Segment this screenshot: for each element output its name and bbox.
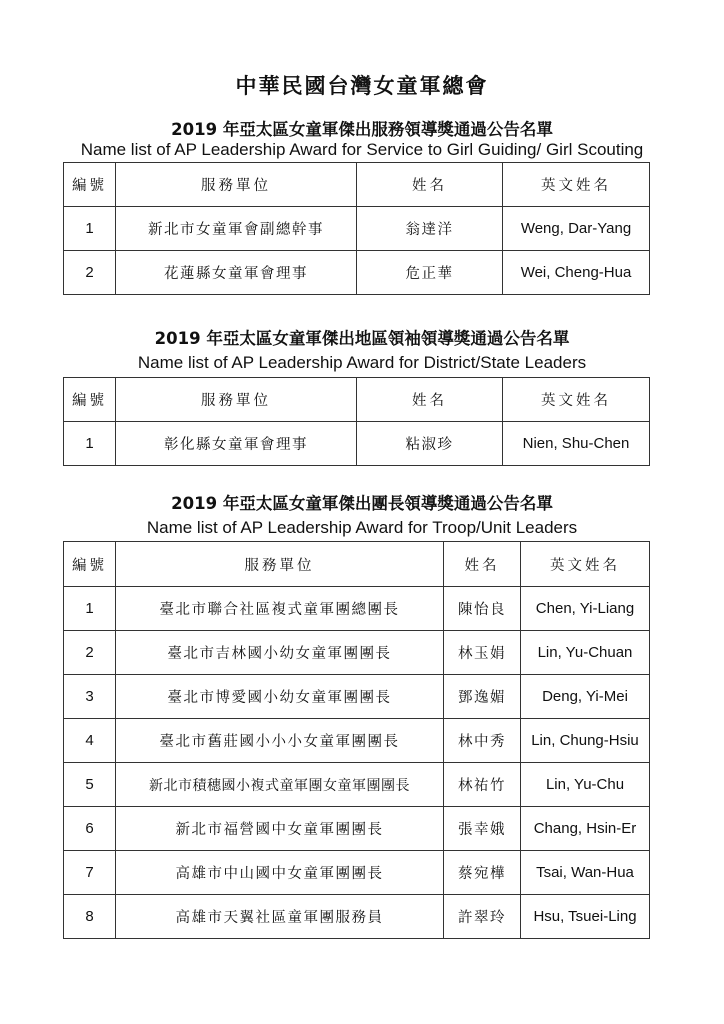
cell-no: 6 bbox=[64, 807, 116, 851]
cell-no: 5 bbox=[64, 763, 116, 807]
section-1-table bbox=[63, 162, 650, 295]
header-no: 編號 bbox=[64, 542, 116, 587]
table-row bbox=[64, 675, 650, 719]
cell-unit: 臺北市聯合社區複式童軍團總團長 bbox=[116, 587, 444, 631]
org-title: 中華民國台灣女童軍總會 bbox=[235, 74, 489, 98]
header-en-name: 英文姓名 bbox=[503, 378, 650, 422]
table-row bbox=[64, 719, 650, 763]
section-1-title: 2019 年亞太區女童軍傑出服務領導獎通過公告名單 bbox=[171, 120, 553, 139]
cell-en-name: Chang, Hsin-Er bbox=[521, 807, 650, 851]
cell-no: 2 bbox=[64, 251, 116, 295]
cell-name: 張幸娥 bbox=[444, 807, 521, 851]
cell-name: 林中秀 bbox=[444, 719, 521, 763]
cell-no: 7 bbox=[64, 851, 116, 895]
cell-unit: 臺北市舊莊國小小小女童軍團團長 bbox=[116, 719, 444, 763]
cell-no: 1 bbox=[64, 422, 116, 466]
cell-unit: 彰化縣女童軍會理事 bbox=[116, 422, 357, 466]
cell-unit: 臺北市博愛國小幼女童軍團團長 bbox=[116, 675, 444, 719]
table-row bbox=[64, 422, 650, 466]
cell-no: 2 bbox=[64, 631, 116, 675]
section-3-table bbox=[63, 541, 650, 939]
cell-name: 蔡宛樺 bbox=[444, 851, 521, 895]
cell-no: 1 bbox=[64, 207, 116, 251]
header-en-name: 英文姓名 bbox=[503, 163, 650, 207]
table-row bbox=[64, 587, 650, 631]
cell-name: 粘淑珍 bbox=[357, 422, 503, 466]
cell-no: 1 bbox=[64, 587, 116, 631]
header-name: 姓名 bbox=[444, 542, 521, 587]
cell-en-name: Chen, Yi-Liang bbox=[521, 587, 650, 631]
table-row bbox=[64, 763, 650, 807]
cell-no: 4 bbox=[64, 719, 116, 763]
table-header-row bbox=[64, 542, 650, 587]
cell-no: 8 bbox=[64, 895, 116, 939]
cell-en-name: Deng, Yi-Mei bbox=[521, 675, 650, 719]
cell-unit: 新北市女童軍會副總幹事 bbox=[116, 207, 357, 251]
cell-name: 鄧逸媚 bbox=[444, 675, 521, 719]
cell-name: 翁達洋 bbox=[357, 207, 503, 251]
table-row bbox=[64, 851, 650, 895]
section-2-table bbox=[63, 377, 650, 466]
cell-unit: 新北市福營國中女童軍團團長 bbox=[116, 807, 444, 851]
header-no: 編號 bbox=[64, 163, 116, 207]
section-2-subtitle: Name list of AP Leadership Award for District/State Leaders bbox=[137, 353, 587, 372]
cell-unit: 臺北市吉林國小幼女童軍團團長 bbox=[116, 631, 444, 675]
cell-en-name: Hsu, Tsuei-Ling bbox=[521, 895, 650, 939]
cell-name: 危正華 bbox=[357, 251, 503, 295]
cell-en-name: Wei, Cheng-Hua bbox=[503, 251, 650, 295]
header-no: 編號 bbox=[64, 378, 116, 422]
table-row bbox=[64, 807, 650, 851]
cell-en-name: Lin, Chung-Hsiu bbox=[521, 719, 650, 763]
cell-name: 許翠玲 bbox=[444, 895, 521, 939]
table-row bbox=[64, 631, 650, 675]
table-header-row bbox=[64, 378, 650, 422]
table-row bbox=[64, 207, 650, 251]
section-3-title: 2019 年亞太區女童軍傑出團長領導獎通過公告名單 bbox=[171, 494, 553, 513]
cell-name: 林玉娟 bbox=[444, 631, 521, 675]
header-unit: 服務單位 bbox=[116, 542, 444, 587]
cell-unit: 新北市積穗國小複式童軍團女童軍團團長 bbox=[116, 763, 444, 807]
header-name: 姓名 bbox=[357, 378, 503, 422]
header-unit: 服務單位 bbox=[116, 163, 357, 207]
section-3-subtitle: Name list of AP Leadership Award for Troop/Unit Leaders bbox=[146, 518, 578, 537]
cell-en-name: Nien, Shu-Chen bbox=[503, 422, 650, 466]
section-2-title: 2019 年亞太區女童軍傑出地區領袖領導獎通過公告名單 bbox=[154, 329, 570, 348]
header-en-name: 英文姓名 bbox=[521, 542, 650, 587]
cell-en-name: Tsai, Wan-Hua bbox=[521, 851, 650, 895]
header-name: 姓名 bbox=[357, 163, 503, 207]
header-unit: 服務單位 bbox=[116, 378, 357, 422]
cell-name: 林祐竹 bbox=[444, 763, 521, 807]
cell-en-name: Weng, Dar-Yang bbox=[503, 207, 650, 251]
cell-no: 3 bbox=[64, 675, 116, 719]
cell-en-name: Lin, Yu-Chuan bbox=[521, 631, 650, 675]
table-header-row bbox=[64, 163, 650, 207]
table-row bbox=[64, 895, 650, 939]
table-row bbox=[64, 251, 650, 295]
cell-unit: 花蓮縣女童軍會理事 bbox=[116, 251, 357, 295]
cell-unit: 高雄市天翼社區童軍團服務員 bbox=[116, 895, 444, 939]
cell-en-name: Lin, Yu-Chu bbox=[521, 763, 650, 807]
cell-name: 陳怡良 bbox=[444, 587, 521, 631]
cell-unit: 高雄市中山國中女童軍團團長 bbox=[116, 851, 444, 895]
section-1-subtitle: Name list of AP Leadership Award for Service to Girl Guiding/ Girl Scouting bbox=[80, 140, 644, 159]
